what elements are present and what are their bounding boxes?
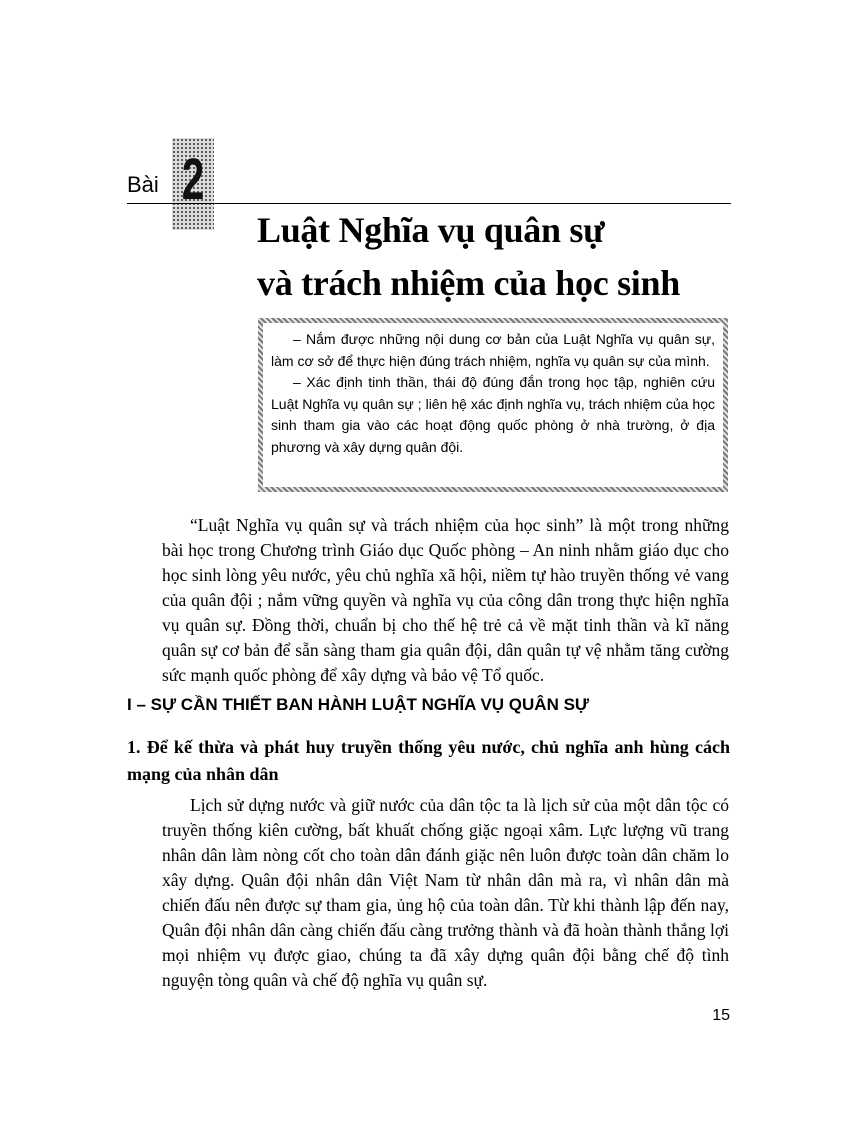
body-paragraph: Lịch sử dựng nước và giữ nước của dân tộc ta là lịch sử của một dân tộc có truyền thống kiên cường, bất khuất chống giặc ngoại xâm. Lực lượng vũ trang nhân dân làm nòng cốt cho toàn dân đánh giặc nên luôn được toàn dân chăm lo xây dựng. Quân đội nhân dân Việt Nam từ nhân dân mà ra, vì nhân dân mà chiến đấu nên được sự tham gia, ủng hộ của toàn dân. Từ khi thành lập đến nay, Quân đội nhân dân càng chiến đấu càng trưởng thành và đã hoàn thành thắng lợi mọi nhiệm vụ được giao, chúng ta đã xây dựng quân đội bằng chế độ tình nguyện tòng quân và chế độ nghĩa vụ quân sự. [162,795,729,990]
lesson-title-line-2: và trách nhiệm của học sinh [257,263,680,303]
subsection-heading: 1. Để kế thừa và phát huy truyền thống yêu nước, chủ nghĩa anh hùng cách mạng của nhân dân [127,737,730,784]
objectives-box [258,318,728,492]
section-heading: I – SỰ CẦN THIẾT BAN HÀNH LUẬT NGHĨA VỤ QUÂN SỰ [127,695,590,714]
lesson-title [257,204,737,310]
lesson-number: 2 [181,147,205,212]
intro-paragraph: “Luật Nghĩa vụ quân sự và trách nhiệm của học sinh” là một trong những bài học trong Chương trình Giáo dục Quốc phòng – An ninh nhằm giáo dục cho học sinh lòng yêu nước, yêu chủ nghĩa xã hội, niềm tự hào truyền thống vẻ vang của quân đội ; nắm vững quyền và nghĩa vụ của công dân trong thực hiện nghĩa vụ quân sự. Đồng thời, chuẩn bị cho thế hệ trẻ cả về mặt tinh thần và kĩ năng quân sự cơ bản để sẵn sàng tham gia quân đội, dân quân tự vệ nhằm tăng cường sức mạnh quốc phòng để xây dựng và bảo vệ Tổ quốc. [162,515,729,685]
lesson-title-line-1: Luật Nghĩa vụ quân sự [257,210,605,250]
objective-item-1: – Nắm được những nội dung cơ bản của Luật Nghĩa vụ quân sự, làm cơ sở để thực hiện đúng trách nhiệm, nghĩa vụ quân sự của mình. [271,331,715,369]
objective-item-2: – Xác định tinh thần, thái độ đúng đắn trong học tập, nghiên cứu Luật Nghĩa vụ quân sự ; liên hệ xác định nghĩa vụ, trách nhiệm của học sinh tham gia vào các hoạt động quốc phòng ở nhà trường, ở địa phương và xây dựng quân đội. [271,374,715,455]
page-number: 15 [712,1007,730,1024]
lesson-label: Bài [127,172,159,197]
